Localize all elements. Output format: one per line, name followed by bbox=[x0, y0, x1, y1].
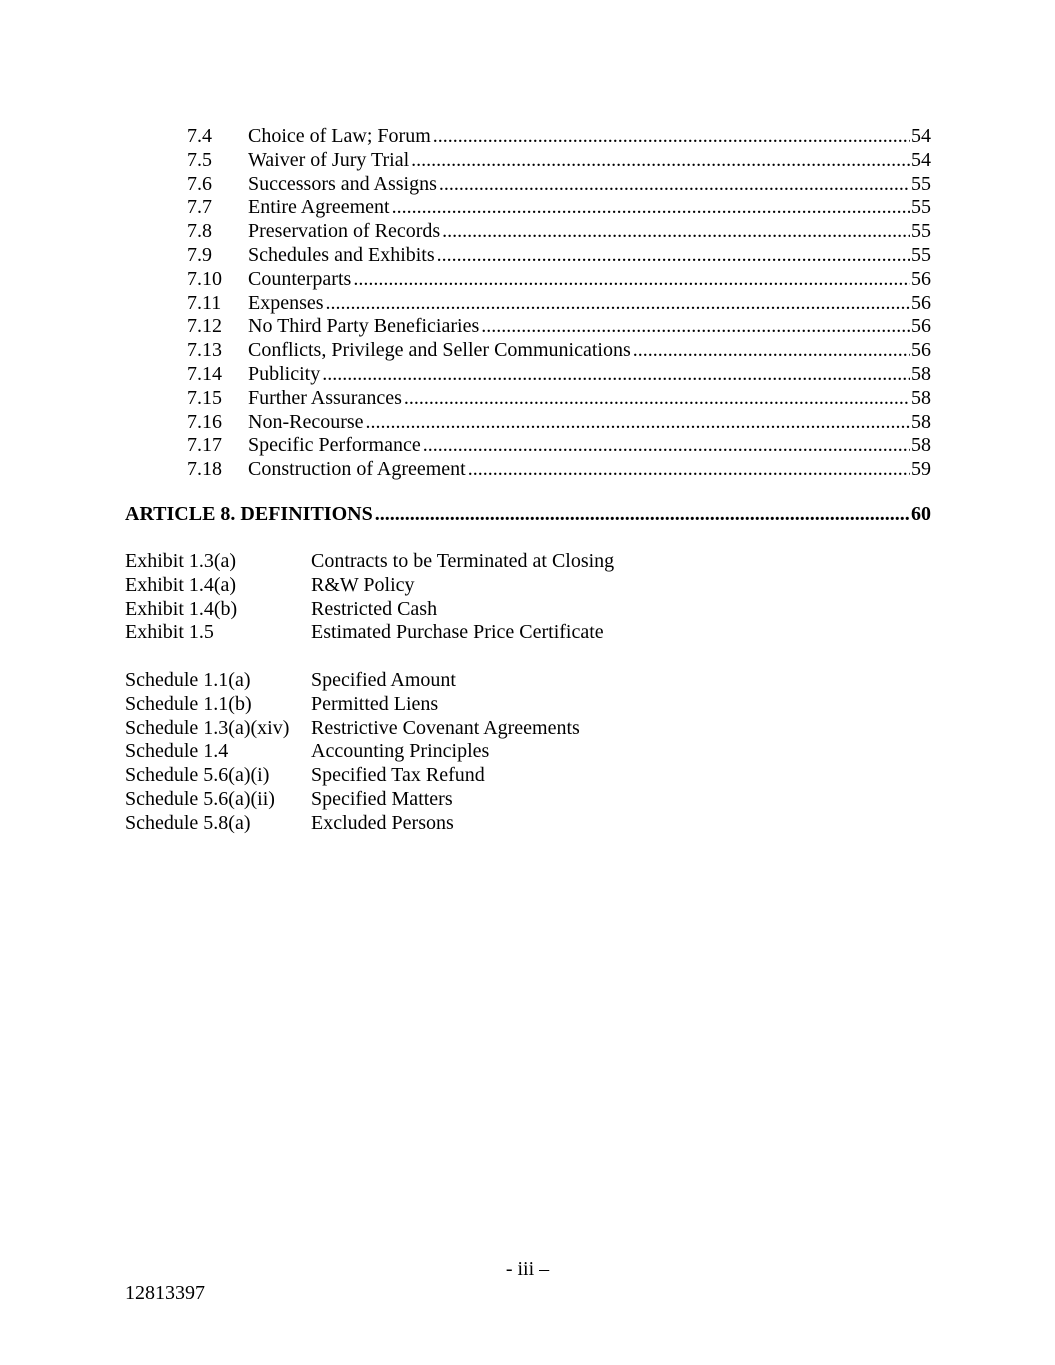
exhibit-description: R&W Policy bbox=[311, 573, 415, 596]
toc-entry-number: 7.13 bbox=[187, 339, 222, 362]
exhibit-description: Restricted Cash bbox=[311, 597, 438, 620]
schedule-label: Schedule 5.6(a)(i) bbox=[125, 764, 270, 787]
toc-entry-number: 7.17 bbox=[187, 434, 222, 457]
toc-entry-page: 58 bbox=[911, 410, 931, 433]
schedule-label: Schedule 1.1(a) bbox=[125, 669, 251, 691]
toc-dot-leader bbox=[433, 125, 910, 149]
toc-entry-page: 56 bbox=[911, 339, 931, 362]
toc-entry[interactable] bbox=[187, 363, 931, 387]
toc-entry-title: Further Assurances bbox=[248, 386, 402, 409]
toc-entry-page: 55 bbox=[911, 196, 931, 219]
schedule-label: Schedule 1.1(b) bbox=[125, 692, 252, 715]
schedule-item[interactable] bbox=[125, 740, 825, 764]
toc-entry[interactable] bbox=[187, 125, 931, 149]
exhibit-description: Estimated Purchase Price Certificate bbox=[311, 621, 604, 644]
toc-article-entry[interactable] bbox=[125, 502, 931, 526]
toc-entry-title: Publicity bbox=[248, 362, 321, 385]
toc-dot-leader bbox=[481, 315, 910, 339]
toc-dot-leader bbox=[392, 196, 910, 220]
article-title: ARTICLE 8. DEFINITIONS bbox=[125, 503, 373, 525]
page-number: - iii – bbox=[505, 1258, 550, 1280]
toc-entry-number: 7.5 bbox=[187, 148, 212, 171]
toc-dot-leader bbox=[442, 220, 910, 244]
toc-dot-leader bbox=[411, 149, 910, 173]
toc-entry-number: 7.12 bbox=[187, 315, 222, 338]
document-id: 12813397 bbox=[125, 1282, 205, 1304]
toc-dot-leader bbox=[404, 387, 910, 411]
toc-entry[interactable] bbox=[187, 434, 931, 458]
toc-entry-number: 7.4 bbox=[187, 125, 212, 147]
toc-entry-page: 55 bbox=[911, 243, 931, 266]
toc-entry-title: Conflicts, Privilege and Seller Communications bbox=[248, 339, 631, 362]
exhibit-description: Contracts to be Terminated at Closing bbox=[311, 550, 615, 572]
toc-entry-number: 7.7 bbox=[187, 196, 212, 219]
exhibit-item[interactable] bbox=[125, 550, 825, 574]
toc-entry-number: 7.8 bbox=[187, 220, 212, 243]
toc-dot-leader bbox=[375, 502, 910, 526]
toc-entry[interactable] bbox=[187, 244, 931, 268]
schedule-label: Schedule 1.3(a)(xiv) bbox=[125, 716, 290, 739]
toc-entry-page: 55 bbox=[911, 220, 931, 243]
exhibit-label: Exhibit 1.5 bbox=[125, 621, 214, 644]
article-page: 60 bbox=[911, 503, 931, 525]
toc-entry-page: 58 bbox=[911, 434, 931, 457]
toc-entry[interactable] bbox=[187, 173, 931, 197]
exhibit-label: Exhibit 1.3(a) bbox=[125, 550, 237, 572]
schedule-description: Restrictive Covenant Agreements bbox=[311, 716, 580, 739]
exhibit-list bbox=[125, 550, 825, 645]
toc-entry-number: 7.10 bbox=[187, 267, 222, 290]
exhibit-item[interactable] bbox=[125, 598, 825, 622]
schedule-description: Accounting Principles bbox=[311, 740, 490, 763]
toc-entry-title: Construction of Agreement bbox=[248, 458, 466, 481]
toc-dot-leader bbox=[423, 434, 910, 458]
schedule-item[interactable] bbox=[125, 788, 825, 812]
toc-dot-leader bbox=[633, 339, 910, 363]
toc-entry-title: Expenses bbox=[248, 291, 324, 314]
schedule-description: Specified Matters bbox=[311, 787, 453, 810]
toc-entry[interactable] bbox=[187, 458, 931, 482]
toc-entry-page: 55 bbox=[911, 172, 931, 195]
schedule-description: Specified Tax Refund bbox=[311, 764, 485, 787]
schedule-item[interactable] bbox=[125, 669, 825, 693]
toc-entry-page: 58 bbox=[911, 386, 931, 409]
schedule-item[interactable] bbox=[125, 812, 825, 836]
toc-entry-title: Specific Performance bbox=[248, 434, 421, 457]
toc-entry-number: 7.14 bbox=[187, 362, 222, 385]
toc-entry-page: 56 bbox=[911, 315, 931, 338]
toc-entry-number: 7.9 bbox=[187, 243, 212, 266]
schedule-list bbox=[125, 669, 825, 836]
toc-entry[interactable] bbox=[187, 220, 931, 244]
toc-entry-page: 54 bbox=[911, 125, 931, 147]
toc-entry[interactable] bbox=[187, 149, 931, 173]
toc-dot-leader bbox=[366, 411, 910, 435]
toc-entry[interactable] bbox=[187, 268, 931, 292]
toc-entry-number: 7.16 bbox=[187, 410, 222, 433]
schedule-item[interactable] bbox=[125, 764, 825, 788]
schedule-description: Permitted Liens bbox=[311, 692, 439, 715]
schedule-label: Schedule 5.6(a)(ii) bbox=[125, 787, 275, 810]
toc-entry-page: 56 bbox=[911, 291, 931, 314]
toc-entry[interactable] bbox=[187, 315, 931, 339]
toc-entry[interactable] bbox=[187, 411, 931, 435]
exhibit-label: Exhibit 1.4(b) bbox=[125, 597, 238, 620]
toc-entry[interactable] bbox=[187, 196, 931, 220]
toc-entry-page: 59 bbox=[911, 458, 931, 481]
toc-entry-title: Counterparts bbox=[248, 267, 352, 290]
schedule-label: Schedule 5.8(a) bbox=[125, 811, 251, 834]
toc-entry[interactable] bbox=[187, 339, 931, 363]
toc-entry-number: 7.6 bbox=[187, 172, 212, 195]
toc-dot-leader bbox=[437, 244, 910, 268]
toc-entry-title: Non-Recourse bbox=[248, 410, 364, 433]
toc-dot-leader bbox=[468, 458, 910, 482]
toc-entry-page: 56 bbox=[911, 267, 931, 290]
toc-entry-title: Schedules and Exhibits bbox=[248, 243, 435, 266]
toc-dot-leader bbox=[326, 292, 910, 316]
schedule-label: Schedule 1.4 bbox=[125, 740, 229, 763]
schedule-item[interactable] bbox=[125, 693, 825, 717]
toc-entry-number: 7.11 bbox=[187, 291, 222, 314]
toc-dot-leader bbox=[322, 363, 910, 387]
toc-entry[interactable] bbox=[187, 387, 931, 411]
toc-entry[interactable] bbox=[187, 292, 931, 316]
toc-section-list bbox=[187, 125, 931, 482]
exhibit-item[interactable] bbox=[125, 574, 825, 598]
toc-entry-number: 7.18 bbox=[187, 458, 222, 481]
toc-entry-title: Successors and Assigns bbox=[248, 172, 437, 195]
schedule-description: Specified Amount bbox=[311, 669, 456, 691]
toc-entry-title: Choice of Law; Forum bbox=[248, 125, 431, 147]
toc-entry-title: Entire Agreement bbox=[248, 196, 390, 219]
schedule-item[interactable] bbox=[125, 717, 825, 741]
toc-dot-leader bbox=[439, 173, 910, 197]
toc-entry-number: 7.15 bbox=[187, 386, 222, 409]
schedule-description: Excluded Persons bbox=[311, 811, 454, 834]
exhibit-label: Exhibit 1.4(a) bbox=[125, 573, 237, 596]
toc-dot-leader bbox=[353, 268, 910, 292]
toc-entry-title: No Third Party Beneficiaries bbox=[248, 315, 480, 338]
toc-entry-page: 58 bbox=[911, 362, 931, 385]
toc-entry-title: Preservation of Records bbox=[248, 220, 441, 243]
toc-entry-page: 54 bbox=[911, 148, 931, 171]
toc-entry-title: Waiver of Jury Trial bbox=[248, 148, 410, 171]
exhibit-item[interactable] bbox=[125, 621, 825, 645]
